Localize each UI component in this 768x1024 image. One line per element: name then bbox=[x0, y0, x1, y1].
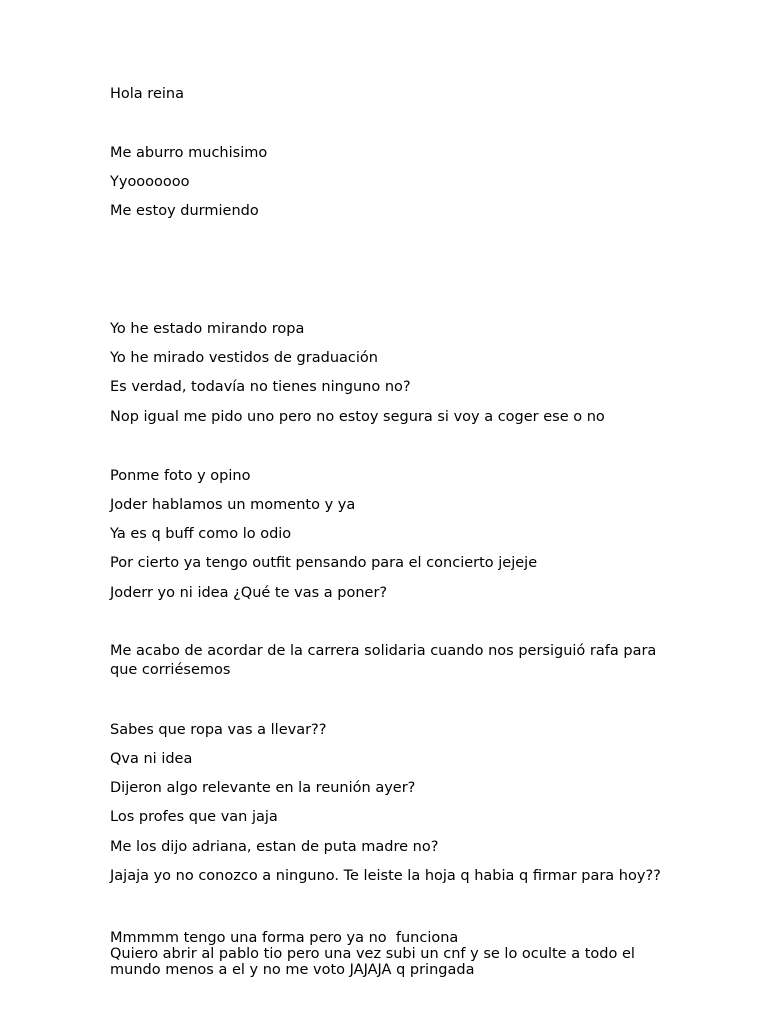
message-line: Dijeron algo relevante en la reunión ayer? bbox=[110, 780, 416, 796]
message-line: Mmmmm tengo una forma pero ya no funciona bbox=[110, 930, 459, 946]
message-line: Me los dijo adriana, estan de puta madre no? bbox=[110, 839, 439, 855]
message-line: Ponme foto y opino bbox=[110, 468, 251, 484]
message-line: Yo he estado mirando ropa bbox=[110, 321, 305, 337]
message-line: Por cierto ya tengo outfit pensando para el concierto jejeje bbox=[110, 555, 538, 571]
message-line: Los profes que van jaja bbox=[110, 809, 278, 825]
message-line: Ya es q buff como lo odio bbox=[110, 526, 292, 542]
message-line: Qva ni idea bbox=[110, 751, 193, 767]
message-line: Quiero abrir al pablo tio pero una vez subi un cnf y se lo oculte a todo el mundo menos a el y no me voto JAJAJA q pringada bbox=[110, 946, 640, 978]
message-line: Hola reina bbox=[110, 86, 184, 102]
message-line: Me estoy durmiendo bbox=[110, 203, 259, 219]
message-line: Me acabo de acordar de la carrera solidaria cuando nos persiguió rafa para que corriésemos bbox=[110, 643, 661, 678]
message-line: Yo he mirado vestidos de graduación bbox=[110, 350, 378, 366]
message-line: Me aburro muchisimo bbox=[110, 145, 268, 161]
message-line: Joderr yo ni idea ¿Qué te vas a poner? bbox=[110, 585, 388, 601]
message-line: Sabes que ropa vas a llevar?? bbox=[110, 722, 327, 738]
message-line: Yyooooooo bbox=[110, 174, 190, 190]
message-line: Nop igual me pido uno pero no estoy segura si voy a coger ese o no bbox=[110, 409, 605, 425]
message-line: Joder hablamos un momento y ya bbox=[110, 497, 356, 513]
message-line: Jajaja yo no conozco a ninguno. Te leiste la hoja q habia q firmar para hoy?? bbox=[110, 868, 661, 884]
message-line: Es verdad, todavía no tienes ninguno no? bbox=[110, 379, 411, 395]
